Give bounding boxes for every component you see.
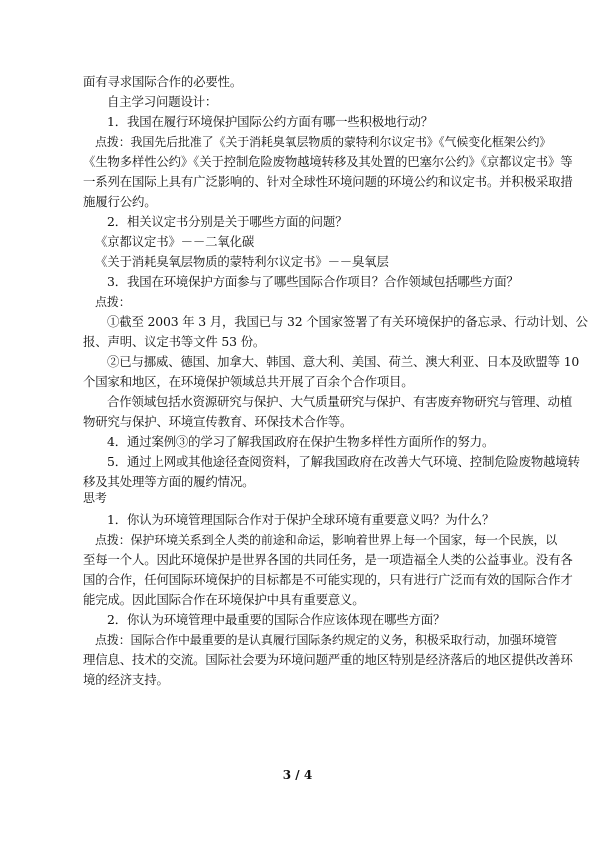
document-body bbox=[83, 72, 588, 690]
text-line: 移及其处理等方面的履约情况。 bbox=[83, 474, 255, 489]
text-line: 点拨：我国先后批准了《关于消耗臭氧层物质的蒙特利尔议定书》《气候变化框架公约》 bbox=[95, 135, 552, 149]
text-line: 4．通过案例③的学习了解我国政府在保护生物多样性方面所作的努力。 bbox=[107, 434, 495, 449]
text-line: 1．你认为环境管理国际合作对于保护全球环境有重要意义吗？为什么？ bbox=[107, 512, 495, 527]
text-line: 一系列在国际上具有广泛影响的、针对全球性环境问题的环境公约和议定书。并积极采取措 bbox=[83, 174, 573, 189]
text-line: 5．通过上网或其他途径查阅资料，了解我国政府在改善大气环境、控制危险废物越境转 bbox=[107, 454, 580, 469]
text-line: 自主学习问题设计： bbox=[107, 94, 218, 109]
text-line: 面有寻求国际合作的必要性。 bbox=[83, 74, 243, 89]
text-line: 境的经济支持。 bbox=[83, 672, 169, 687]
text-line: ②已与挪威、德国、加拿大、韩国、意大利、美国、荷兰、澳大利亚、日本及欧盟等 10 bbox=[107, 354, 580, 369]
text-line: 报、声明、议定书等文件 53 份。 bbox=[83, 334, 266, 349]
text-line: 至每一个人。因此环境保护是世界各国的共同任务，是一项造福全人类的公益事业。没有各 bbox=[83, 552, 573, 567]
text-line: 点拨：国际合作中最重要的是认真履行国际条约规定的义务，积极采取行动，加强环境管 bbox=[95, 633, 558, 647]
text-line: 3．我国在环境保护方面参与了哪些国际合作项目？合作领域包括哪些方面？ bbox=[107, 274, 519, 289]
text-line: 1．我国在履行环境保护国际公约方面有哪一些积极地行动？ bbox=[107, 114, 433, 129]
text-line: 2．相关议定书分别是关于哪些方面的问题？ bbox=[107, 214, 348, 229]
text-line: 点拨：保护环境关系到全人类的前途和命运，影响着世界上每一个国家，每一个民族，以 bbox=[95, 533, 558, 547]
text-line: 点拨： bbox=[95, 295, 131, 309]
text-line: 《京都议定书》－－二氧化碳 bbox=[95, 234, 255, 249]
text-line: 思考 bbox=[83, 491, 107, 505]
text-line: 能完成。因此国际合作在环境保护中具有重要意义。 bbox=[83, 592, 365, 607]
text-line: ①截至 2003 年 3 月，我国已与 32 个国家签署了有关环境保护的备忘录、行动计划、公 bbox=[107, 314, 588, 329]
page-number: 3 / 4 bbox=[282, 768, 313, 782]
text-line: 国的合作，任何国际环境保护的目标都是不可能实现的，只有进行广泛而有效的国际合作才 bbox=[83, 572, 573, 587]
text-line: 理信息、技术的交流。国际社会要为环境问题严重的地区特别是经济落后的地区提供改善环 bbox=[83, 652, 573, 667]
text-line: 施履行公约。 bbox=[83, 194, 157, 209]
text-line: 2．你认为环境管理中最重要的国际合作应该体现在哪些方面？ bbox=[107, 612, 446, 627]
text-line: 《关于消耗臭氧层物质的蒙特利尔议定书》－－臭氧层 bbox=[95, 254, 389, 269]
text-line: 个国家和地区，在环境保护领域总共开展了百余个合作项目。 bbox=[83, 374, 414, 389]
text-line: 《生物多样性公约》《关于控制危险废物越境转移及其处置的巴塞尔公约》《京都议定书》等 bbox=[83, 154, 573, 169]
text-line: 物研究与保护、环境宣传教育、环保技术合作等。 bbox=[83, 414, 353, 429]
text-line: 合作领域包括水资源研究与保护、大气质量研究与保护、有害废弃物研究与管理、动植 bbox=[107, 394, 573, 409]
